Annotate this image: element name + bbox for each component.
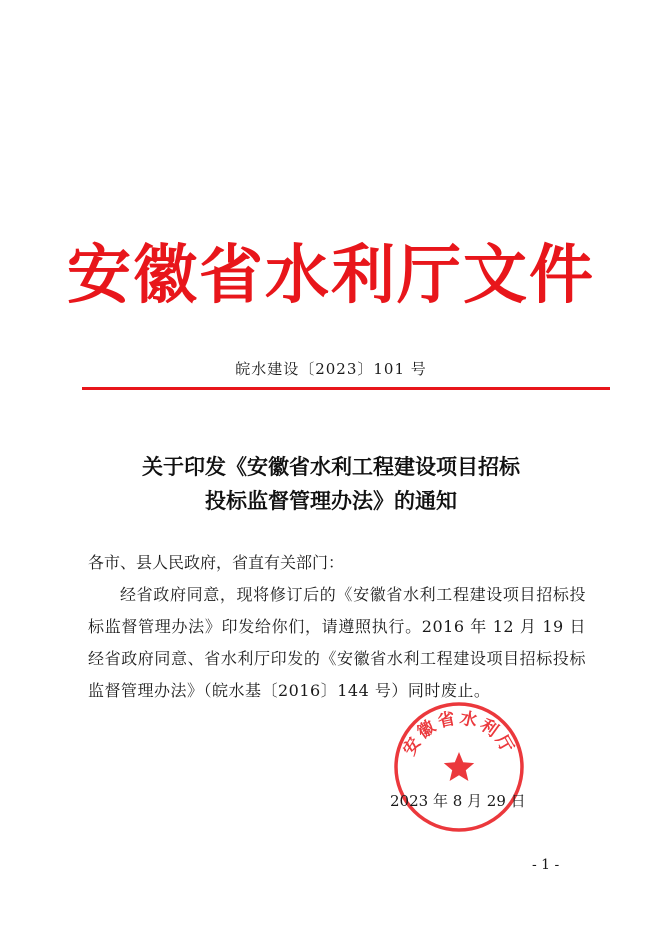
official-seal-stamp xyxy=(392,700,526,834)
issue-date: 2023 年 8 月 29 日 xyxy=(390,792,526,810)
title-line-1: 关于印发《安徽省水利工程建设项目招标 xyxy=(142,454,520,479)
body-paragraph: 经省政府同意，现将修订后的《安徽省水利工程建设项目招标投标监督管理办法》印发给你们，请遵照执行。2016 年 12 月 19 日经省政府同意、省水利厅印发的《安徽省水利工程建设项目招标投标监督管理办法》（皖水基〔2016〕144 号）同时废止。 xyxy=(88,585,586,700)
seal-text: 安徽省水利厅 xyxy=(399,708,519,760)
document-masthead: 安徽省水利厅文件 xyxy=(67,238,595,313)
document-number: 皖水建设〔2023〕101 号 xyxy=(235,360,427,378)
document-title xyxy=(60,450,602,518)
title-line-2: 投标监督管理办法》的通知 xyxy=(205,488,457,513)
star-icon xyxy=(444,752,474,781)
svg-text:安徽省水利厅 xyxy=(399,707,519,759)
salutation: 各市、县人民政府，省直有关部门： xyxy=(88,553,345,572)
page-number: - 1 - xyxy=(532,857,560,873)
document-body xyxy=(88,547,586,707)
red-divider-line xyxy=(82,387,610,390)
